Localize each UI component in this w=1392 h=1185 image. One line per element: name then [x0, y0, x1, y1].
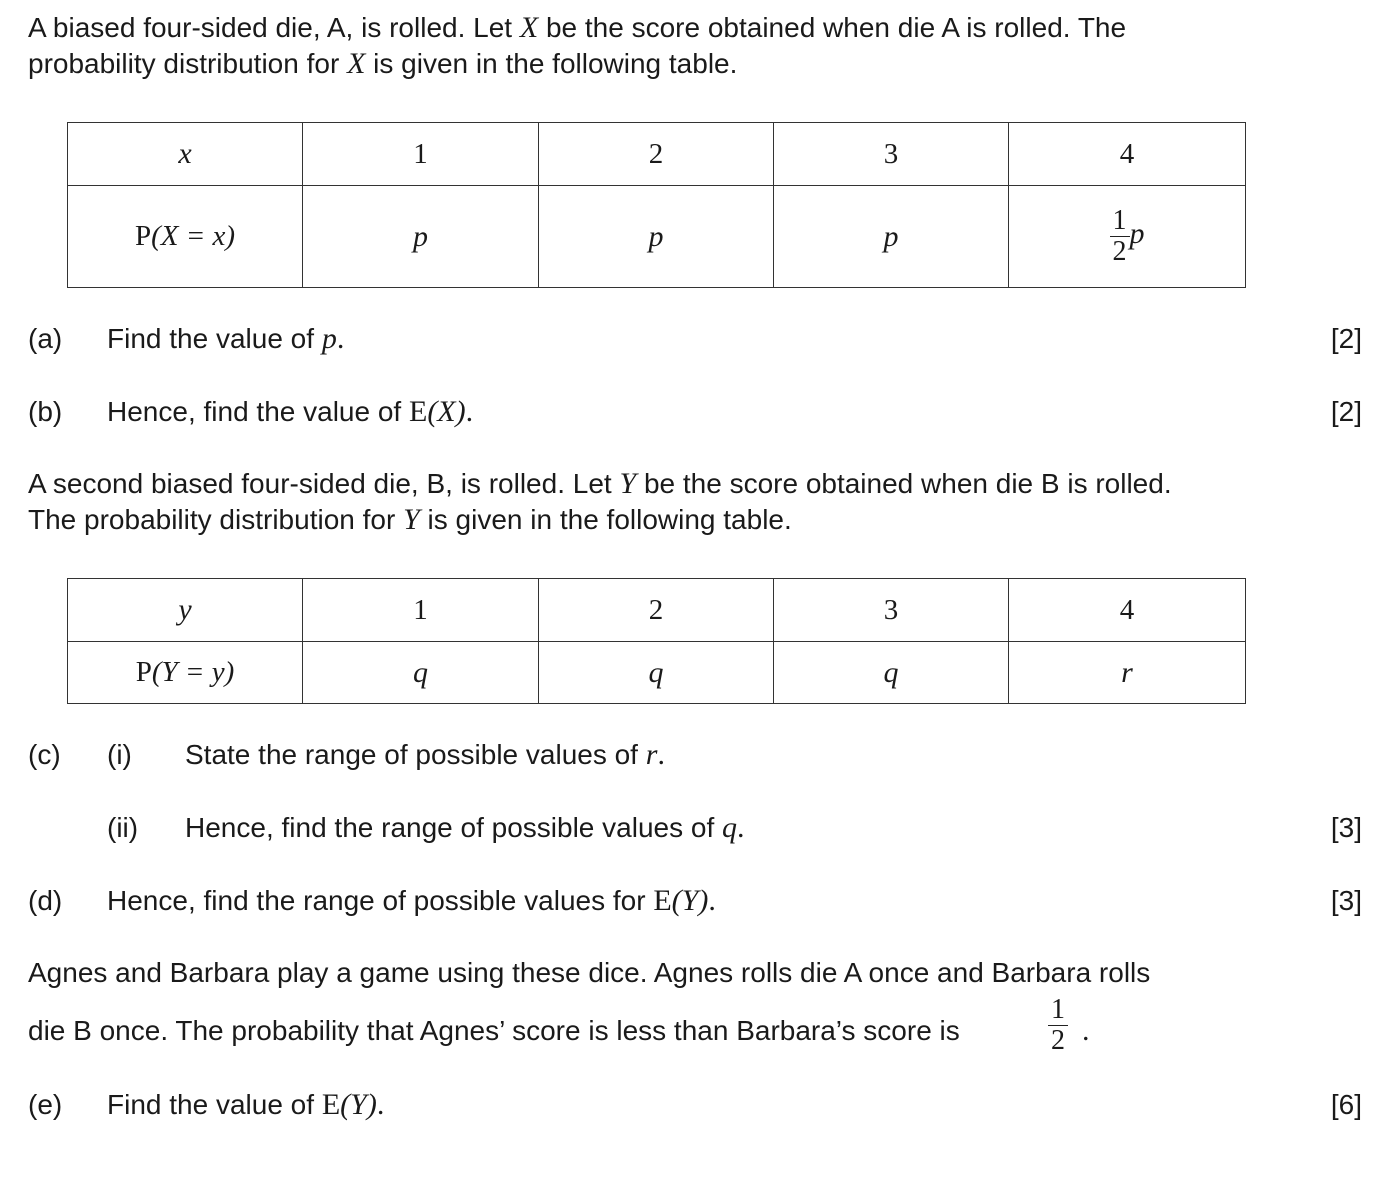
- table-header-cell: P(X = x): [68, 186, 303, 288]
- table-cell: 2: [539, 579, 774, 642]
- question-text: Find the value of: [107, 1089, 315, 1120]
- expectation-arg: (X): [427, 395, 466, 428]
- variable-X: X: [347, 47, 366, 80]
- intro-text: The probability distribution for: [28, 504, 396, 535]
- variable-q: q: [722, 811, 738, 844]
- table-cell: r: [1009, 642, 1246, 704]
- table-header-cell: x: [68, 123, 303, 186]
- table-cell: q: [774, 642, 1009, 704]
- question-text: Hence, find the value of: [107, 396, 402, 427]
- table-cell: 1: [303, 123, 539, 186]
- second-line-1: [28, 466, 1172, 502]
- table-cell: p: [303, 186, 539, 288]
- variable-Y: Y: [619, 467, 637, 500]
- question-text: Hence, find the range of possible values for: [107, 885, 646, 916]
- table-header-cell: y: [68, 579, 303, 642]
- intro-text: A biased four-sided die, A, is rolled. Let: [28, 12, 513, 43]
- variable-p: p: [321, 322, 337, 355]
- distribution-table-y: [67, 578, 1246, 704]
- question-text: Hence, find the range of possible values of: [185, 812, 715, 843]
- table-cell: 3: [774, 123, 1009, 186]
- intro-text: be the score obtained when die B is rolled.: [643, 468, 1172, 499]
- expectation-arg: (Y): [671, 884, 709, 917]
- table-cell: q: [303, 642, 539, 704]
- marks: [3]: [1330, 812, 1362, 843]
- marks: [3]: [1330, 885, 1362, 916]
- part-label: (e): [28, 1089, 63, 1120]
- game-line-1: [28, 955, 1150, 991]
- part-label: (c): [28, 739, 61, 770]
- marks: [2]: [1330, 396, 1362, 427]
- intro-text: probability distribution for: [28, 48, 340, 79]
- variable-X: X: [519, 11, 539, 44]
- table-cell: p: [774, 186, 1009, 288]
- intro-line-1: [28, 10, 1126, 46]
- part-label: (d): [28, 885, 63, 916]
- question-text: Find the value of: [107, 323, 315, 354]
- table-cell: 3: [774, 579, 1009, 642]
- marks: [6]: [1330, 1089, 1362, 1120]
- part-label: (b): [28, 396, 63, 427]
- table-cell: 1: [303, 579, 539, 642]
- table-cell: q: [539, 642, 774, 704]
- intro-text: A second biased four-sided die, B, is rolled. Let: [28, 468, 612, 499]
- intro-text: be the score obtained when die A is rolled. The: [545, 12, 1127, 43]
- variable-r: r: [645, 738, 658, 771]
- table-cell: 4: [1009, 123, 1246, 186]
- game-text: Agnes and Barbara play a game using these dice. Agnes rolls die A once and Barbara rolls: [28, 957, 1151, 988]
- intro-text: is given in the following table.: [373, 48, 738, 79]
- subpart-label: (ii): [107, 812, 139, 843]
- game-line-2: [28, 1013, 960, 1049]
- distribution-table-x: [67, 122, 1246, 288]
- marks: [2]: [1330, 323, 1362, 354]
- variable-Y: Y: [403, 503, 420, 536]
- expectation-arg: (Y): [340, 1088, 377, 1121]
- intro-line-2: [28, 46, 737, 82]
- game-text: die B once. The probability that Agnes’ score is less than Barbara’s score is: [28, 1015, 960, 1046]
- table-cell: $\frac{1}{2}$ p: [1009, 186, 1246, 288]
- table-cell: 4: [1009, 579, 1246, 642]
- intro-text: is given in the following table.: [427, 504, 792, 535]
- table-cell: 2: [539, 123, 774, 186]
- second-line-2: [28, 502, 792, 538]
- question-text: State the range of possible values of: [185, 739, 638, 770]
- fraction-half: $\frac{1}{2}$: [1110, 206, 1130, 267]
- table-header-cell: P(Y = y): [68, 642, 303, 704]
- fraction-half: $\frac{1}{2}$: [1048, 995, 1068, 1056]
- subpart-label: (i): [107, 739, 132, 770]
- punctuation: .: [1082, 1014, 1090, 1047]
- part-label: (a): [28, 323, 63, 354]
- table-cell: p: [539, 186, 774, 288]
